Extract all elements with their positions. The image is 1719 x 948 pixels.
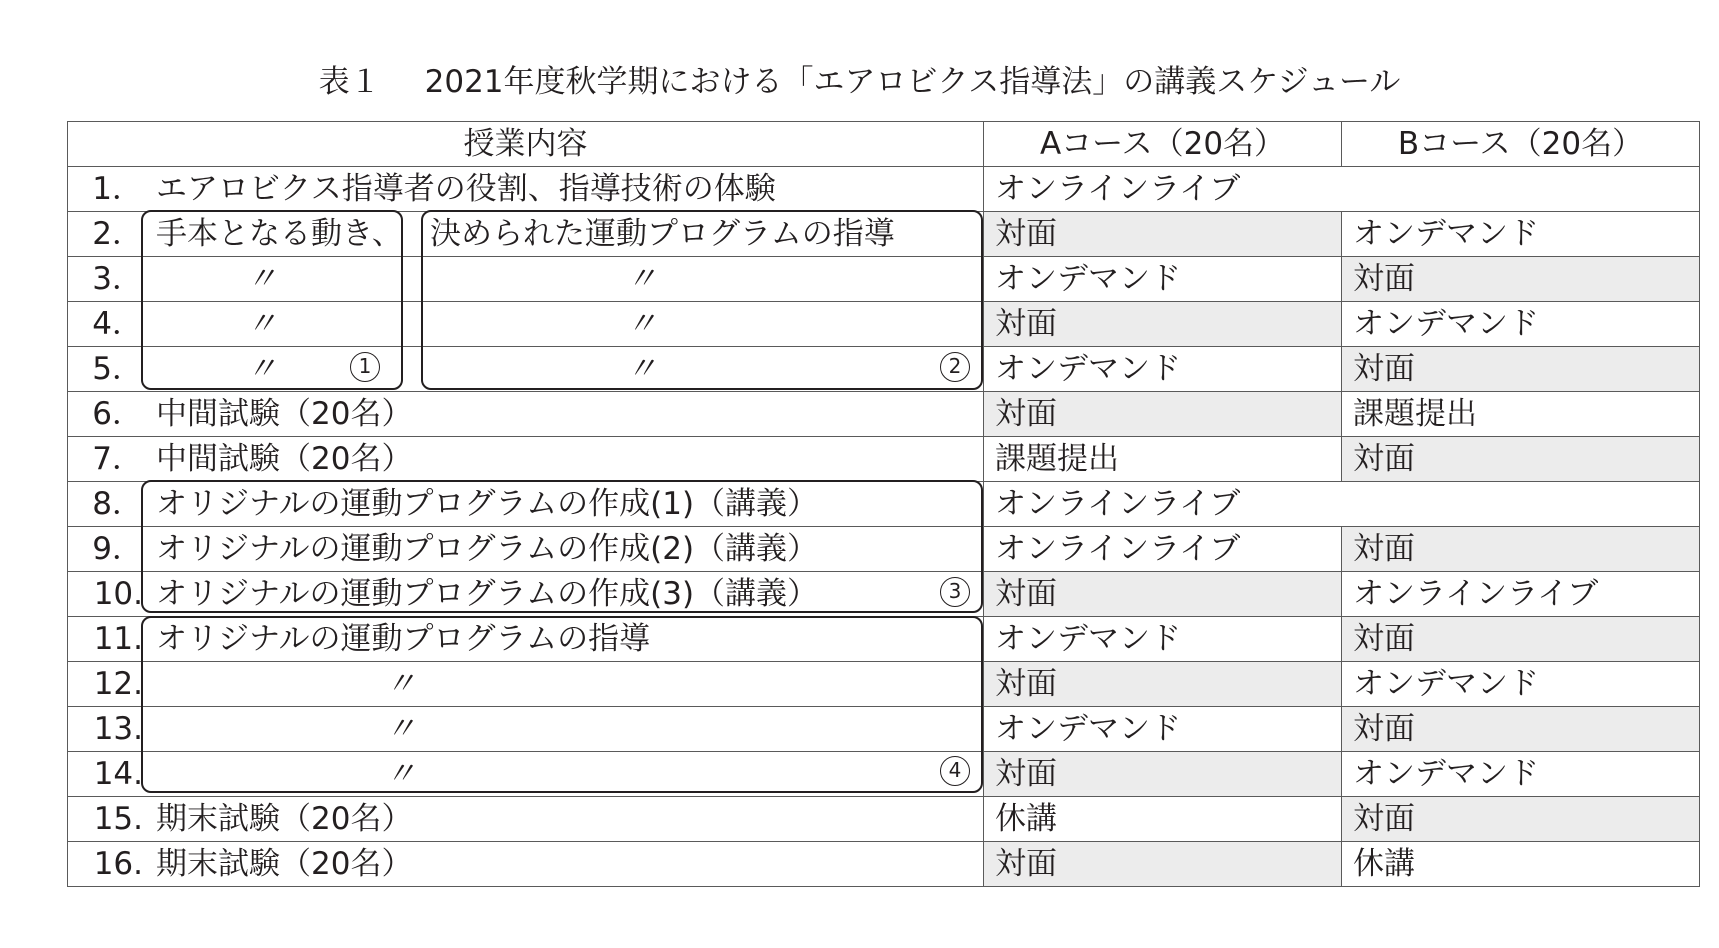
table-header-row [68, 122, 1700, 167]
row-number: 15. [93, 801, 143, 837]
row-content: 期末試験（20名） [156, 801, 413, 837]
row-content: 期末試験（20名） [156, 846, 413, 882]
content-cell [68, 257, 984, 302]
content-cell [68, 482, 984, 527]
content-cell [68, 797, 984, 842]
table-row [68, 707, 1700, 752]
content-cell [68, 527, 984, 572]
course-b-cell: 課題提出 [1342, 392, 1700, 437]
row-content: エアロビクス指導者の役割、指導技術の体験 [156, 171, 776, 207]
course-a-cell: オンデマンド [984, 617, 1342, 662]
table-row [68, 437, 1700, 482]
row-number: 9． [92, 531, 143, 567]
course-a-cell: 対面 [984, 842, 1342, 887]
group-marker-1: 1 [350, 352, 380, 382]
table-row [68, 842, 1700, 887]
course-a-cell: 対面 [984, 752, 1342, 797]
table-row [68, 662, 1700, 707]
course-a-cell: 対面 [984, 212, 1342, 257]
row-content-right: 決められた運動プログラムの指導 [430, 216, 895, 252]
table-row [68, 302, 1700, 347]
row-content: 中間試験（20名） [156, 396, 413, 432]
table-row [68, 617, 1700, 662]
row-number: 11. [93, 621, 143, 657]
row-number: 2． [92, 216, 143, 252]
course-b-cell: 対面 [1342, 527, 1700, 572]
row-number: 13. [93, 711, 143, 747]
row-number: 6． [92, 396, 143, 432]
course-b-cell: 対面 [1342, 617, 1700, 662]
course-b-cell: 対面 [1342, 437, 1700, 482]
row-number: 12. [93, 666, 143, 702]
ditto-mark: 〃 [385, 666, 416, 702]
content-cell [68, 302, 984, 347]
content-cell [68, 347, 984, 392]
row-content: オリジナルの運動プログラムの作成(1)（講義） [156, 486, 819, 522]
ditto-mark: 〃 [246, 306, 277, 342]
content-cell [68, 707, 984, 752]
course-a-cell: オンラインライブ [984, 527, 1342, 572]
content-cell [68, 212, 984, 257]
course-a-cell: 課題提出 [984, 437, 1342, 482]
course-b-cell: 対面 [1342, 347, 1700, 392]
row-content: オリジナルの運動プログラムの指導 [156, 621, 651, 657]
course-b-cell: オンデマンド [1342, 662, 1700, 707]
row-number: 7． [92, 441, 143, 477]
table-row [68, 392, 1700, 437]
row-number: 10. [93, 576, 143, 612]
group-marker-4: 4 [940, 756, 970, 786]
course-a-cell: 対面 [984, 302, 1342, 347]
table-row [68, 527, 1700, 572]
course-a-cell: オンデマンド [984, 707, 1342, 752]
group-marker-2: 2 [940, 352, 970, 382]
course-b-cell: 対面 [1342, 797, 1700, 842]
table-row [68, 347, 1700, 392]
content-cell [68, 167, 984, 212]
ditto-mark: 〃 [385, 756, 416, 792]
ditto-mark: 〃 [626, 351, 657, 387]
row-content: オリジナルの運動プログラムの作成(2)（講義） [156, 531, 819, 567]
content-cell [68, 662, 984, 707]
table-row [68, 257, 1700, 302]
course-b-cell: オンラインライブ [1342, 572, 1700, 617]
row-number: 3． [92, 261, 143, 297]
ditto-mark: 〃 [385, 711, 416, 747]
table-row [68, 212, 1700, 257]
row-number: 4． [92, 306, 143, 342]
content-cell [68, 392, 984, 437]
table-row [68, 752, 1700, 797]
table-row [68, 797, 1700, 842]
course-b-cell: オンデマンド [1342, 302, 1700, 347]
table-caption [0, 62, 1719, 102]
ditto-mark: 〃 [246, 261, 277, 297]
content-cell [68, 752, 984, 797]
content-cell [68, 617, 984, 662]
ditto-mark: 〃 [246, 351, 277, 387]
course-a-cell: 休講 [984, 797, 1342, 842]
course-a-cell: 対面 [984, 572, 1342, 617]
row-number: 5． [92, 351, 143, 387]
course-a-cell: オンデマンド [984, 257, 1342, 302]
row-number: 16. [93, 846, 143, 882]
caption-title: 2021年度秋学期における「エアロビクス指導法」の講義スケジュール [424, 64, 1401, 100]
content-cell [68, 842, 984, 887]
ditto-mark: 〃 [626, 306, 657, 342]
header-course-a: Aコース（20名） [984, 122, 1342, 167]
row-content-left: 手本となる動き、 [156, 216, 403, 252]
course-ab-cell: オンラインライブ [984, 167, 1700, 212]
course-a-cell: 対面 [984, 662, 1342, 707]
header-content: 授業内容 [68, 122, 984, 167]
course-b-cell: オンデマンド [1342, 752, 1700, 797]
course-b-cell: オンデマンド [1342, 212, 1700, 257]
group-marker-3: 3 [940, 577, 970, 607]
course-a-cell: オンデマンド [984, 347, 1342, 392]
header-course-b: Bコース（20名） [1342, 122, 1700, 167]
caption-label: 表１ [318, 64, 381, 100]
row-number: 8． [92, 486, 143, 522]
row-number: 1． [92, 171, 143, 207]
table-row [68, 572, 1700, 617]
course-ab-cell: オンラインライブ [984, 482, 1700, 527]
content-cell [68, 437, 984, 482]
row-content: オリジナルの運動プログラムの作成(3)（講義） [156, 576, 819, 612]
course-b-cell: 休講 [1342, 842, 1700, 887]
course-a-cell: 対面 [984, 392, 1342, 437]
schedule-table [67, 121, 1700, 887]
table-row [68, 482, 1700, 527]
content-cell [68, 572, 984, 617]
course-b-cell: 対面 [1342, 257, 1700, 302]
course-b-cell: 対面 [1342, 707, 1700, 752]
row-number: 14. [93, 756, 143, 792]
ditto-mark: 〃 [626, 261, 657, 297]
row-content: 中間試験（20名） [156, 441, 413, 477]
table-row [68, 167, 1700, 212]
